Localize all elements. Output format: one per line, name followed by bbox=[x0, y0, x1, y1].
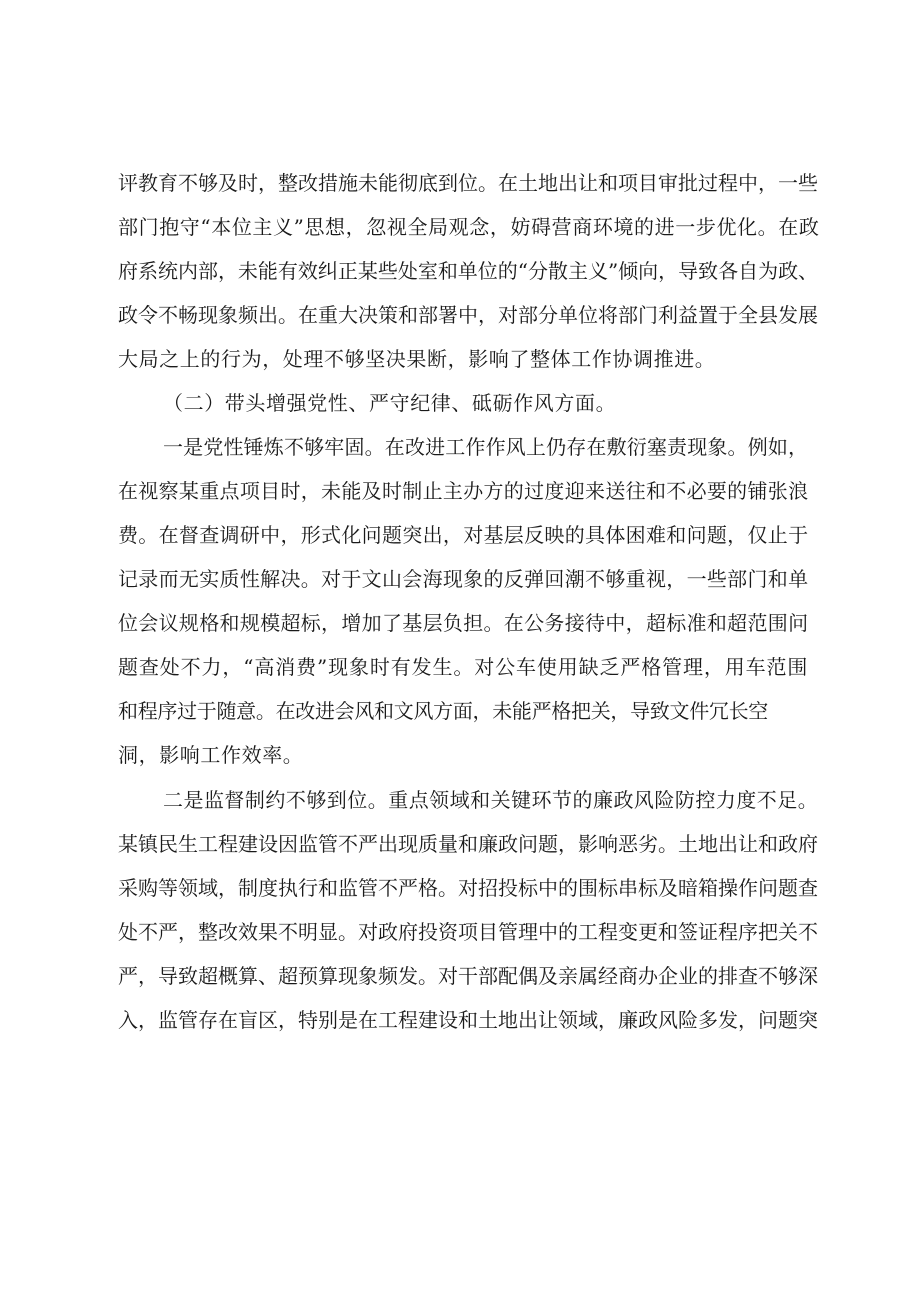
text-line: 题查处不力，“高消费”现象时有发生。对公车使用缺乏严格管理，用车范围 bbox=[118, 655, 808, 679]
text-line: 采购等领域，制度执行和监管不严格。对招投标中的围标串标及暗箱操作问题查 bbox=[118, 876, 818, 900]
text-line: 洞，影响工作效率。 bbox=[118, 743, 304, 767]
text-line: 严，导致超概算、超预算现象频发。对干部配偶及亲属经商办企业的排查不够深 bbox=[118, 964, 818, 988]
text-line: 和程序过于随意。在改进会风和文风方面，未能严格把关，导致文件冗长空 bbox=[118, 699, 768, 723]
text-line: 大局之上的行为，处理不够坚决果断，影响了整体工作协调推进。 bbox=[118, 347, 716, 371]
text-line: 一是党性锤炼不够牢固。在改进工作作风上仍存在敷衍塞责现象。例如， bbox=[163, 435, 809, 459]
text-line: 评教育不够及时，整改措施未能彻底到位。在土地出让和项目审批过程中，一些 bbox=[118, 171, 818, 195]
section-heading: （二）带头增强党性、严守纪律、砥砺作风方面。 bbox=[163, 391, 617, 415]
text-line: 二是监督制约不够到位。重点领域和关键环节的廉政风险防控力度不足。 bbox=[163, 788, 819, 812]
text-line: 位会议规格和规模超标，增加了基层负担。在公务接待中，超标准和超范围问 bbox=[118, 611, 809, 635]
text-line: 记录而无实质性解决。对于文山会海现象的反弹回潮不够重视，一些部门和单 bbox=[118, 567, 809, 591]
text-line: 费。在督查调研中，形式化问题突出，对基层反映的具体困难和问题，仅止于 bbox=[118, 523, 809, 547]
text-line: 在视察某重点项目时，未能及时制止主办方的过度迎来送往和不必要的铺张浪 bbox=[118, 479, 809, 503]
text-line: 处不严，整改效果不明显。对政府投资项目管理中的工程变更和签证程序把关不 bbox=[118, 920, 818, 944]
text-line: 某镇民生工程建设因监管不严出现质量和廉政问题，影响恶劣。土地出让和政府 bbox=[118, 832, 818, 856]
text-line: 府系统内部，未能有效纠正某些处室和单位的“分散主义”倾向，导致各自为政、 bbox=[118, 259, 819, 283]
text-line: 入，监管存在盲区，特别是在工程建设和土地出让领域，廉政风险多发，问题突 bbox=[118, 1008, 818, 1032]
text-line: 政令不畅现象频出。在重大决策和部署中，对部分单位将部门利益置于全县发展 bbox=[118, 303, 818, 327]
text-line: 部门抱守“本位主义”思想，忽视全局观念，妨碍营商环境的进一步优化。在政 bbox=[118, 215, 820, 239]
